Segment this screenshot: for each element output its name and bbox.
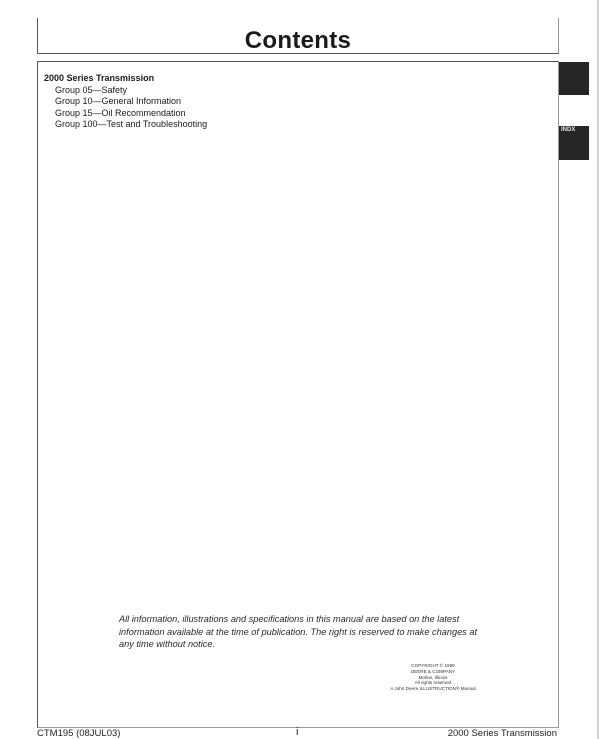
page-edge-divider [597,0,599,739]
table-of-contents [44,73,207,131]
disclaimer-notice: All information, illustrations and specifications in this manual are based on the latest information available at the time of publication. The right is reserved to make changes at any time without notice. [119,614,477,649]
copyright-line: COPYRIGHT © 1999 [411,663,455,668]
content-box [37,61,559,728]
toc-heading[interactable]: 2000 Series Transmission [44,73,155,83]
footer-doc-id: CTM195 (08JUL03) [37,728,121,739]
header-box [37,18,559,54]
page-title: Contents [244,27,352,54]
section-tab-index[interactable] [559,126,589,160]
copyright-block [358,663,508,692]
toc-item-group-10[interactable]: Group 10—General Information [55,96,182,106]
toc-item-group-15[interactable]: Group 15—Oil Recommendation [55,107,186,118]
copyright-company: DEERE & COMPANY [410,668,456,674]
copyright-manual: A John Deere ILLUSTRUCTION® Manual [390,686,476,692]
footer-page-number: i [296,726,299,738]
footer-manual-title: 2000 Series Transmission [447,728,557,739]
section-tab-blank[interactable] [559,62,589,95]
copyright-location: Moline, Illinois [418,674,448,680]
toc-item-group-100[interactable]: Group 100—Test and Troubleshooting [55,119,208,129]
toc-item-group-05[interactable]: Group 05—Safety [55,84,128,95]
tab-label-indx: INDX [561,127,576,133]
copyright-rights: All rights reserved [414,680,452,686]
